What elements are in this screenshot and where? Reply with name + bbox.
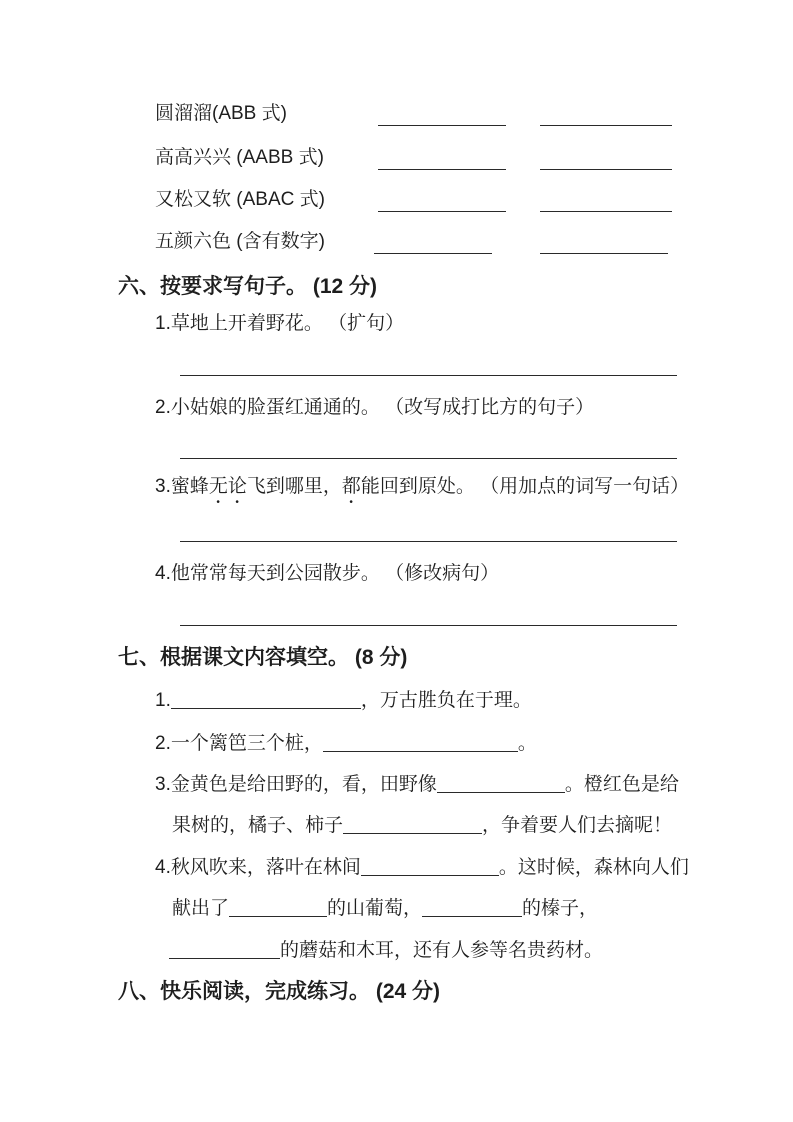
- answer-blank: [378, 187, 506, 212]
- question-text: 4.他常常每天到公园散步。 （修改病句）: [155, 563, 500, 584]
- question-text-part: ，万古胜负在于理。: [360, 690, 532, 711]
- answer-line: [180, 458, 677, 459]
- question-text-part: 的蘑菇和木耳，还有人参等名贵药材。: [280, 940, 604, 961]
- fill-blank: [437, 770, 565, 793]
- emphasized-word: 无论: [208, 476, 247, 497]
- fill-blank: [343, 811, 482, 834]
- question-text-part: ，争着要人们去摘呢！: [482, 815, 673, 836]
- question-text: [169, 936, 603, 966]
- answer-line: [180, 541, 677, 542]
- fill-blank: [229, 894, 327, 917]
- question-text-part: 的榛子，: [522, 898, 599, 919]
- word-pattern-row: [155, 99, 715, 129]
- question-text: [155, 686, 532, 716]
- question-text-part: 3.蜜蜂: [155, 476, 209, 497]
- question-text: 1.草地上开着野花。 （扩句）: [155, 313, 405, 334]
- answer-blank: [378, 101, 506, 126]
- answer-blank: [540, 101, 672, 126]
- word-pattern-row: [155, 143, 715, 173]
- question-text-part: 。: [517, 733, 537, 754]
- fill-blank: [422, 894, 522, 917]
- word-pattern-label: 圆溜溜(ABB 式): [155, 103, 287, 124]
- answer-blank: [378, 145, 506, 170]
- word-pattern-label: 高高兴兴 (AABB 式): [155, 147, 324, 168]
- question-text-part: 4.秋风吹来，落叶在林间: [155, 857, 361, 878]
- fill-blank: [361, 853, 499, 876]
- emphasized-word: 都: [341, 476, 361, 497]
- question-text-part: 飞到哪里，: [246, 476, 342, 497]
- word-pattern-row: [155, 227, 715, 257]
- answer-blank: [374, 229, 492, 254]
- question-text: [172, 811, 672, 841]
- question-text-part: 能回到原处。 （用加点的词写一句话）: [360, 476, 690, 497]
- word-pattern-label: 又松又软 (ABAC 式): [155, 189, 325, 210]
- question-text-part: 献出了: [172, 898, 230, 919]
- answer-blank: [540, 229, 668, 254]
- word-pattern-label: 五颜六色 (含有数字): [155, 231, 325, 252]
- answer-blank: [540, 145, 672, 170]
- fill-blank: [171, 686, 361, 709]
- question-text: 2.小姑娘的脸蛋红通通的。 （改写成打比方的句子）: [155, 397, 595, 418]
- question-text: [155, 729, 537, 759]
- question-text: [172, 894, 598, 924]
- question-text-part: 。橙红色是给: [564, 774, 679, 795]
- section-eight-heading: 八、快乐阅读，完成练习。 (24 分): [118, 980, 441, 1003]
- question-text-part: 3.金黄色是给田野的，看，田野像: [155, 774, 437, 795]
- question-text: [155, 853, 689, 883]
- question-number: 1.: [155, 690, 171, 711]
- answer-line: [180, 375, 677, 376]
- question-text-part: 的山葡萄，: [327, 898, 423, 919]
- fill-blank: [169, 936, 280, 959]
- word-pattern-row: [155, 185, 715, 215]
- question-text: [155, 472, 689, 508]
- section-six-heading: 六、按要求写句子。 (12 分): [118, 275, 378, 298]
- answer-line: [180, 625, 677, 626]
- section-seven-heading: 七、根据课文内容填空。 (8 分): [118, 646, 408, 669]
- question-text-part: 果树的，橘子、柿子: [172, 815, 344, 836]
- question-text-part: 2.一个篱笆三个桩，: [155, 733, 323, 754]
- answer-blank: [540, 187, 672, 212]
- question-text-part: 。这时候，森林向人们: [498, 857, 689, 878]
- fill-blank: [323, 729, 518, 752]
- question-text: [155, 770, 679, 800]
